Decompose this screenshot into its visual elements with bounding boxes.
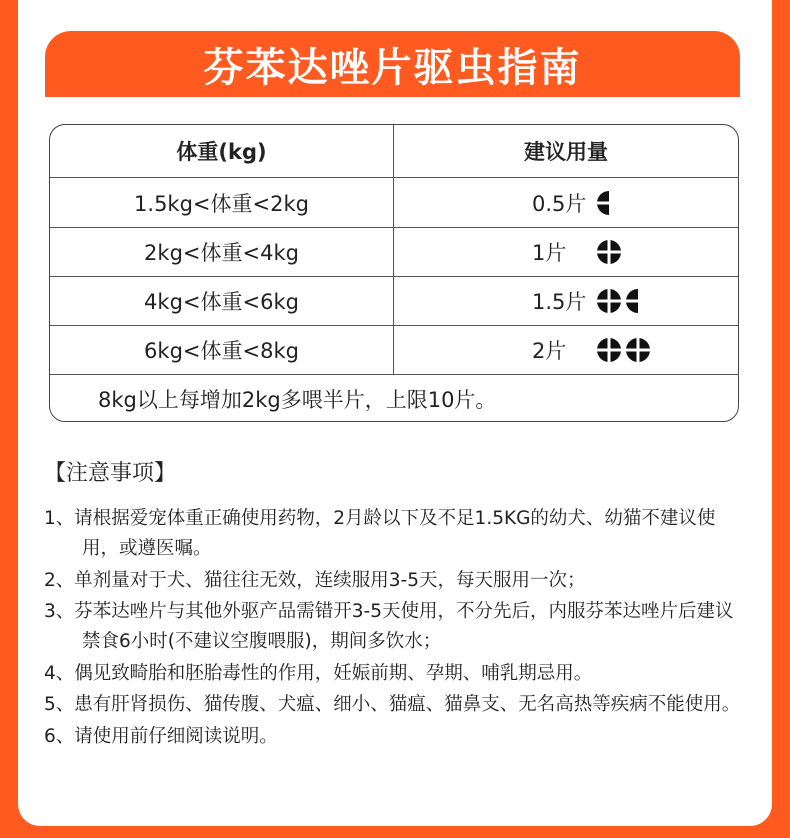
pill-icons [596,239,622,265]
list-item: 3、芬苯达唑片与其他外驱产品需错开3-5天使用，不分先后，内服芬苯达唑片后建议禁食6小时(不建议空腹喂服)，期间多饮水； [44,601,734,652]
notes-list [44,504,744,753]
weight-cell: 2kg<体重<4kg [50,228,394,276]
list-item: 6、请使用前仔细阅读说明。 [44,725,278,747]
full-tablet-icon [596,239,622,265]
weight-cell: 1.5kg<体重<2kg [50,178,394,227]
page-title: 芬苯达唑片驱虫指南 [203,44,582,91]
dosage-table [49,124,739,422]
table-row [50,325,738,374]
pill-icons [596,190,610,216]
pill-icons [596,337,651,363]
dose-cell [394,277,738,325]
half-tablet-icon [625,288,639,314]
list-item: 5、患有肝肾损伤、猫传腹、犬瘟、细小、猫瘟、猫鼻支、无名高热等疾病不能使用。 [44,694,741,715]
header-dose: 建议用量 [524,140,608,164]
dose-label: 1.5片 [532,290,587,314]
table-header-row [50,125,738,177]
notes-heading: 【注意事项】 [44,461,177,486]
table-row [50,177,738,227]
full-tablet-icon [625,337,651,363]
dose-label: 1片 [532,241,567,265]
dose-label: 2片 [532,339,567,363]
table-footnote-row [50,374,738,422]
half-tablet-icon [596,190,610,216]
weight-cell: 6kg<体重<8kg [50,326,394,374]
weight-cell: 4kg<体重<6kg [50,277,394,325]
table-row [50,227,738,276]
pill-icons [596,288,639,314]
dose-label: 0.5片 [532,191,587,216]
table-row [50,276,738,325]
table-footnote: 8kg以上每增加2kg多喂半片，上限10片。 [98,388,497,412]
list-item: 2、单剂量对于犬、猫往往无效，连续服用3-5天，每天服用一次； [44,569,586,591]
dose-cell [394,228,738,276]
dose-cell [394,326,738,374]
title-banner [45,31,740,97]
dose-cell [394,178,738,227]
list-item: 1、请根据爱宠体重正确使用药物，2月龄以下及不足1.5KG的幼犬、幼猫不建议使用，或遵医嘱。 [44,508,716,559]
full-tablet-icon [596,337,622,363]
full-tablet-icon [596,288,622,314]
list-item: 4、偶见致畸胎和胚胎毒性的作用，妊娠前期、孕期、哺乳期忌用。 [44,662,593,684]
header-weight: 体重(kg) [50,125,394,177]
